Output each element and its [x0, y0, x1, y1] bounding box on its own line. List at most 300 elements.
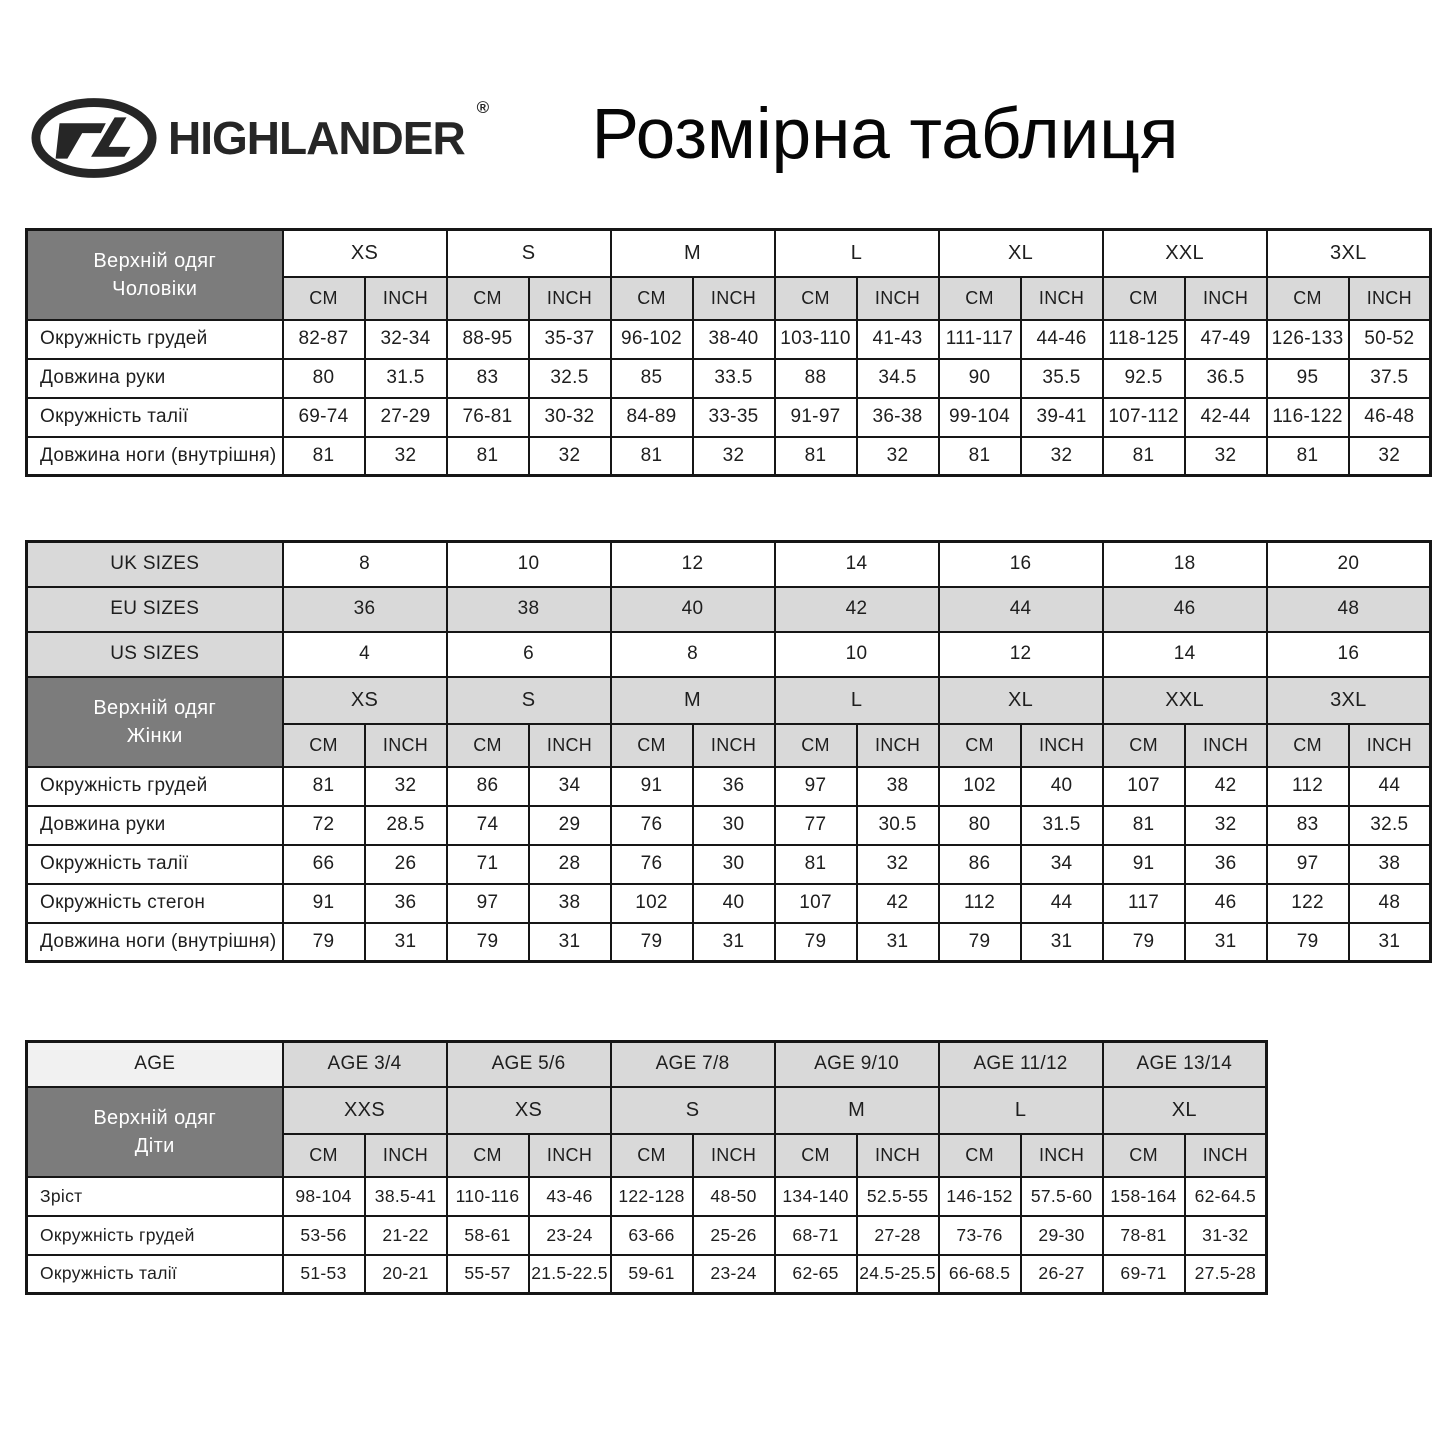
value-cell-cm: 107	[775, 884, 857, 923]
unit-header-cell: CM	[283, 1134, 365, 1177]
value-cell-cm: 76	[611, 806, 693, 845]
sizes-value-cell: 12	[939, 632, 1103, 677]
unit-header-cell: CM	[447, 1134, 529, 1177]
value-cell-inch: 62-64.5	[1185, 1177, 1267, 1216]
value-cell-inch: 32	[365, 437, 447, 476]
sizes-value-cell: 6	[447, 632, 611, 677]
value-cell-inch: 21.5-22.5	[529, 1255, 611, 1294]
value-cell-cm: 59-61	[611, 1255, 693, 1294]
age-value-cell: AGE 7/8	[611, 1042, 775, 1087]
size-header-cell: L	[775, 230, 939, 277]
value-cell-cm: 134-140	[775, 1177, 857, 1216]
value-cell-inch: 40	[1021, 767, 1103, 806]
size-header-cell: L	[939, 1087, 1103, 1134]
measurement-label-cell: Довжина ноги (внутрішня)	[27, 923, 283, 962]
measurement-label-cell: Довжина руки	[27, 806, 283, 845]
size-header-cell: M	[611, 230, 775, 277]
unit-header-cell: CM	[611, 277, 693, 320]
size-header-cell: XL	[939, 230, 1103, 277]
measurement-row	[27, 437, 1431, 476]
sizes-value-cell: 44	[939, 587, 1103, 632]
measurement-row	[27, 806, 1431, 845]
unit-header-cell: INCH	[857, 724, 939, 767]
table-title-cell	[27, 1087, 283, 1177]
value-cell-cm: 91	[1103, 845, 1185, 884]
highlander-logo	[30, 96, 489, 180]
unit-header-cell: INCH	[693, 277, 775, 320]
measurement-label-cell: Довжина руки	[27, 359, 283, 398]
unit-header-cell: INCH	[1021, 724, 1103, 767]
value-cell-cm: 98-104	[283, 1177, 365, 1216]
size-header-cell: XXL	[1103, 677, 1267, 724]
table-title-line: Діти	[134, 1134, 175, 1157]
size-header-cell: M	[611, 677, 775, 724]
size-header-row	[27, 677, 1431, 724]
registered-trademark-mark: ®	[476, 98, 490, 117]
value-cell-inch: 36	[365, 884, 447, 923]
measurement-label-cell: Окружність стегон	[27, 884, 283, 923]
value-cell-inch: 32	[857, 845, 939, 884]
age-row	[27, 1042, 1267, 1087]
value-cell-inch: 36-38	[857, 398, 939, 437]
measurement-row	[27, 1216, 1267, 1255]
value-cell-cm: 122	[1267, 884, 1349, 923]
unit-header-cell: CM	[1267, 277, 1349, 320]
value-cell-cm: 72	[283, 806, 365, 845]
measurement-label-cell: Окружність талії	[27, 845, 283, 884]
value-cell-cm: 79	[283, 923, 365, 962]
value-cell-inch: 32-34	[365, 320, 447, 359]
men-size-table	[25, 228, 1432, 477]
value-cell-inch: 33.5	[693, 359, 775, 398]
value-cell-cm: 90	[939, 359, 1021, 398]
table-title-line: Верхній одяг	[93, 249, 217, 272]
value-cell-inch: 32.5	[1349, 806, 1431, 845]
page-title: Розмірна таблиця	[591, 95, 1179, 174]
value-cell-inch: 30	[693, 806, 775, 845]
value-cell-inch: 32	[857, 437, 939, 476]
age-value-cell: AGE 13/14	[1103, 1042, 1267, 1087]
value-cell-cm: 76	[611, 845, 693, 884]
table-title-line: Верхній одяг	[93, 1106, 217, 1129]
size-header-cell: XS	[283, 230, 447, 277]
unit-header-cell: INCH	[1349, 277, 1431, 320]
value-cell-cm: 79	[611, 923, 693, 962]
value-cell-inch: 42	[857, 884, 939, 923]
age-value-cell: AGE 9/10	[775, 1042, 939, 1087]
value-cell-inch: 29-30	[1021, 1216, 1103, 1255]
value-cell-cm: 79	[447, 923, 529, 962]
value-cell-cm: 79	[1267, 923, 1349, 962]
sizes-row	[27, 632, 1431, 677]
unit-header-cell: CM	[447, 724, 529, 767]
value-cell-inch: 21-22	[365, 1216, 447, 1255]
measurement-row	[27, 1177, 1267, 1216]
unit-header-cell: CM	[1103, 277, 1185, 320]
value-cell-inch: 28	[529, 845, 611, 884]
value-cell-cm: 91	[283, 884, 365, 923]
value-cell-cm: 118-125	[1103, 320, 1185, 359]
sizes-value-cell: 20	[1267, 542, 1431, 587]
value-cell-inch: 57.5-60	[1021, 1177, 1103, 1216]
value-cell-cm: 99-104	[939, 398, 1021, 437]
value-cell-cm: 81	[775, 437, 857, 476]
size-header-cell: 3XL	[1267, 677, 1431, 724]
measurement-row	[27, 767, 1431, 806]
unit-header-cell: CM	[1103, 1134, 1185, 1177]
unit-header-cell: INCH	[693, 1134, 775, 1177]
size-header-cell: XS	[283, 677, 447, 724]
value-cell-inch: 38.5-41	[365, 1177, 447, 1216]
value-cell-inch: 48-50	[693, 1177, 775, 1216]
value-cell-inch: 27-28	[857, 1216, 939, 1255]
sizes-value-cell: 14	[1103, 632, 1267, 677]
value-cell-inch: 38	[1349, 845, 1431, 884]
value-cell-cm: 66	[283, 845, 365, 884]
size-header-row	[27, 230, 1431, 277]
unit-header-cell: CM	[611, 724, 693, 767]
value-cell-cm: 81	[1267, 437, 1349, 476]
sizes-value-cell: 14	[775, 542, 939, 587]
sizes-value-cell: 16	[939, 542, 1103, 587]
value-cell-cm: 82-87	[283, 320, 365, 359]
value-cell-inch: 32	[529, 437, 611, 476]
sizes-value-cell: 10	[775, 632, 939, 677]
value-cell-cm: 110-116	[447, 1177, 529, 1216]
value-cell-inch: 29	[529, 806, 611, 845]
value-cell-inch: 52.5-55	[857, 1177, 939, 1216]
value-cell-cm: 79	[939, 923, 1021, 962]
value-cell-cm: 122-128	[611, 1177, 693, 1216]
value-cell-inch: 35.5	[1021, 359, 1103, 398]
value-cell-inch: 36	[1185, 845, 1267, 884]
sizes-row-label: EU SIZES	[27, 587, 283, 632]
value-cell-inch: 32	[1185, 806, 1267, 845]
value-cell-cm: 81	[1103, 437, 1185, 476]
measurement-label-cell: Окружність талії	[27, 1255, 283, 1294]
value-cell-cm: 107	[1103, 767, 1185, 806]
value-cell-inch: 25-26	[693, 1216, 775, 1255]
value-cell-cm: 73-76	[939, 1216, 1021, 1255]
value-cell-cm: 79	[1103, 923, 1185, 962]
size-header-cell: S	[611, 1087, 775, 1134]
sizes-row-label: UK SIZES	[27, 542, 283, 587]
value-cell-inch: 46-48	[1349, 398, 1431, 437]
value-cell-cm: 86	[939, 845, 1021, 884]
unit-header-cell: INCH	[857, 277, 939, 320]
measurement-row	[27, 359, 1431, 398]
value-cell-inch: 32	[693, 437, 775, 476]
value-cell-cm: 63-66	[611, 1216, 693, 1255]
value-cell-cm: 95	[1267, 359, 1349, 398]
unit-header-cell: CM	[939, 1134, 1021, 1177]
value-cell-inch: 40	[693, 884, 775, 923]
women-size-table	[25, 540, 1432, 963]
value-cell-inch: 46	[1185, 884, 1267, 923]
unit-header-cell: CM	[1103, 724, 1185, 767]
value-cell-inch: 23-24	[693, 1255, 775, 1294]
value-cell-inch: 44-46	[1021, 320, 1103, 359]
value-cell-inch: 44	[1349, 767, 1431, 806]
value-cell-inch: 34	[1021, 845, 1103, 884]
unit-header-cell: CM	[447, 277, 529, 320]
size-header-cell: XL	[1103, 1087, 1267, 1134]
measurement-row	[27, 320, 1431, 359]
size-header-cell: L	[775, 677, 939, 724]
unit-header-cell: INCH	[1185, 724, 1267, 767]
value-cell-inch: 33-35	[693, 398, 775, 437]
measurement-label-cell: Окружність грудей	[27, 767, 283, 806]
value-cell-cm: 85	[611, 359, 693, 398]
size-header-row	[27, 1087, 1267, 1134]
value-cell-inch: 37.5	[1349, 359, 1431, 398]
value-cell-cm: 80	[939, 806, 1021, 845]
value-cell-inch: 38-40	[693, 320, 775, 359]
highlander-emblem-icon	[30, 96, 158, 180]
sizes-value-cell: 16	[1267, 632, 1431, 677]
value-cell-inch: 41-43	[857, 320, 939, 359]
measurement-label-cell: Окружність грудей	[27, 1216, 283, 1255]
table-title-cell	[27, 677, 283, 767]
value-cell-inch: 32	[365, 767, 447, 806]
value-cell-inch: 31	[857, 923, 939, 962]
value-cell-cm: 68-71	[775, 1216, 857, 1255]
sizes-value-cell: 42	[775, 587, 939, 632]
size-header-cell: 3XL	[1267, 230, 1431, 277]
value-cell-cm: 116-122	[1267, 398, 1349, 437]
unit-header-cell: INCH	[365, 1134, 447, 1177]
measurement-row	[27, 1255, 1267, 1294]
value-cell-inch: 32.5	[529, 359, 611, 398]
value-cell-cm: 97	[775, 767, 857, 806]
value-cell-cm: 117	[1103, 884, 1185, 923]
value-cell-cm: 88-95	[447, 320, 529, 359]
size-header-cell: XS	[447, 1087, 611, 1134]
value-cell-cm: 77	[775, 806, 857, 845]
value-cell-inch: 31	[1021, 923, 1103, 962]
sizes-value-cell: 38	[447, 587, 611, 632]
size-header-cell: XXL	[1103, 230, 1267, 277]
value-cell-cm: 74	[447, 806, 529, 845]
value-cell-inch: 31	[365, 923, 447, 962]
unit-header-cell: CM	[611, 1134, 693, 1177]
measurement-row	[27, 398, 1431, 437]
unit-header-cell: INCH	[529, 1134, 611, 1177]
value-cell-inch: 36.5	[1185, 359, 1267, 398]
value-cell-inch: 32	[1349, 437, 1431, 476]
value-cell-cm: 83	[1267, 806, 1349, 845]
value-cell-inch: 32	[1021, 437, 1103, 476]
unit-header-cell: INCH	[529, 724, 611, 767]
age-value-cell: AGE 3/4	[283, 1042, 447, 1087]
unit-header-cell: CM	[775, 724, 857, 767]
value-cell-cm: 146-152	[939, 1177, 1021, 1216]
measurement-label-cell: Окружність талії	[27, 398, 283, 437]
measurement-row	[27, 884, 1431, 923]
value-cell-cm: 92.5	[1103, 359, 1185, 398]
value-cell-inch: 31	[1349, 923, 1431, 962]
value-cell-inch: 30	[693, 845, 775, 884]
sizes-row-label: US SIZES	[27, 632, 283, 677]
value-cell-inch: 31.5	[365, 359, 447, 398]
value-cell-inch: 31-32	[1185, 1216, 1267, 1255]
value-cell-cm: 69-74	[283, 398, 365, 437]
value-cell-inch: 38	[529, 884, 611, 923]
age-value-cell: AGE 5/6	[447, 1042, 611, 1087]
sizes-row	[27, 587, 1431, 632]
value-cell-inch: 35-37	[529, 320, 611, 359]
kids-size-table	[25, 1040, 1268, 1295]
unit-header-cell: INCH	[1185, 1134, 1267, 1177]
value-cell-cm: 91	[611, 767, 693, 806]
sizes-row	[27, 542, 1431, 587]
sizes-value-cell: 8	[283, 542, 447, 587]
value-cell-cm: 83	[447, 359, 529, 398]
unit-header-cell: CM	[283, 277, 365, 320]
measurement-label-cell: Зріст	[27, 1177, 283, 1216]
value-cell-inch: 27.5-28	[1185, 1255, 1267, 1294]
unit-header-cell: CM	[283, 724, 365, 767]
measurement-row	[27, 845, 1431, 884]
unit-header-cell: CM	[775, 1134, 857, 1177]
size-header-cell: S	[447, 677, 611, 724]
value-cell-cm: 81	[939, 437, 1021, 476]
unit-header-cell: CM	[775, 277, 857, 320]
value-cell-inch: 23-24	[529, 1216, 611, 1255]
value-cell-cm: 107-112	[1103, 398, 1185, 437]
sizes-value-cell: 8	[611, 632, 775, 677]
sizes-value-cell: 46	[1103, 587, 1267, 632]
unit-header-cell: INCH	[857, 1134, 939, 1177]
value-cell-cm: 58-61	[447, 1216, 529, 1255]
value-cell-inch: 31	[1185, 923, 1267, 962]
value-cell-inch: 48	[1349, 884, 1431, 923]
sizes-value-cell: 12	[611, 542, 775, 587]
unit-header-cell: CM	[939, 724, 1021, 767]
value-cell-inch: 34	[529, 767, 611, 806]
value-cell-inch: 31.5	[1021, 806, 1103, 845]
value-cell-cm: 51-53	[283, 1255, 365, 1294]
value-cell-cm: 102	[611, 884, 693, 923]
measurement-label-cell: Довжина ноги (внутрішня)	[27, 437, 283, 476]
value-cell-inch: 31	[693, 923, 775, 962]
sizes-value-cell: 36	[283, 587, 447, 632]
value-cell-cm: 81	[283, 437, 365, 476]
unit-header-cell: INCH	[529, 277, 611, 320]
value-cell-cm: 112	[1267, 767, 1349, 806]
measurement-label-cell: Окружність грудей	[27, 320, 283, 359]
value-cell-cm: 103-110	[775, 320, 857, 359]
value-cell-cm: 62-65	[775, 1255, 857, 1294]
age-value-cell: AGE 11/12	[939, 1042, 1103, 1087]
value-cell-inch: 26	[365, 845, 447, 884]
size-header-cell: M	[775, 1087, 939, 1134]
unit-header-cell: CM	[1267, 724, 1349, 767]
brand-wordmark: HIGHLANDER	[168, 112, 465, 164]
value-cell-inch: 28.5	[365, 806, 447, 845]
size-header-cell: XL	[939, 677, 1103, 724]
value-cell-cm: 79	[775, 923, 857, 962]
value-cell-inch: 36	[693, 767, 775, 806]
value-cell-inch: 50-52	[1349, 320, 1431, 359]
unit-header-cell: INCH	[1185, 277, 1267, 320]
sizes-value-cell: 18	[1103, 542, 1267, 587]
value-cell-cm: 97	[447, 884, 529, 923]
value-cell-cm: 96-102	[611, 320, 693, 359]
value-cell-cm: 91-97	[775, 398, 857, 437]
value-cell-cm: 81	[447, 437, 529, 476]
value-cell-inch: 42	[1185, 767, 1267, 806]
table-title-line: Жінки	[126, 724, 183, 747]
unit-header-cell: INCH	[1021, 277, 1103, 320]
value-cell-cm: 81	[775, 845, 857, 884]
value-cell-inch: 30.5	[857, 806, 939, 845]
value-cell-cm: 55-57	[447, 1255, 529, 1294]
age-row-label: AGE	[27, 1042, 283, 1087]
value-cell-inch: 34.5	[857, 359, 939, 398]
value-cell-inch: 24.5-25.5	[857, 1255, 939, 1294]
sizes-value-cell: 10	[447, 542, 611, 587]
value-cell-cm: 86	[447, 767, 529, 806]
value-cell-cm: 97	[1267, 845, 1349, 884]
value-cell-inch: 42-44	[1185, 398, 1267, 437]
size-header-cell: S	[447, 230, 611, 277]
value-cell-inch: 27-29	[365, 398, 447, 437]
value-cell-cm: 69-71	[1103, 1255, 1185, 1294]
value-cell-inch: 47-49	[1185, 320, 1267, 359]
value-cell-inch: 32	[1185, 437, 1267, 476]
value-cell-inch: 39-41	[1021, 398, 1103, 437]
value-cell-inch: 26-27	[1021, 1255, 1103, 1294]
value-cell-cm: 76-81	[447, 398, 529, 437]
value-cell-cm: 88	[775, 359, 857, 398]
value-cell-inch: 43-46	[529, 1177, 611, 1216]
value-cell-cm: 126-133	[1267, 320, 1349, 359]
value-cell-cm: 71	[447, 845, 529, 884]
value-cell-cm: 102	[939, 767, 1021, 806]
value-cell-cm: 111-117	[939, 320, 1021, 359]
value-cell-cm: 53-56	[283, 1216, 365, 1255]
unit-header-cell: INCH	[1349, 724, 1431, 767]
value-cell-inch: 38	[857, 767, 939, 806]
value-cell-cm: 81	[1103, 806, 1185, 845]
value-cell-inch: 44	[1021, 884, 1103, 923]
unit-header-cell: CM	[939, 277, 1021, 320]
value-cell-inch: 20-21	[365, 1255, 447, 1294]
table-title-cell	[27, 230, 283, 320]
measurement-row	[27, 923, 1431, 962]
sizes-value-cell: 40	[611, 587, 775, 632]
unit-header-cell: INCH	[693, 724, 775, 767]
value-cell-cm: 66-68.5	[939, 1255, 1021, 1294]
size-header-cell: XXS	[283, 1087, 447, 1134]
value-cell-cm: 81	[283, 767, 365, 806]
table-title-line: Верхній одяг	[93, 696, 217, 719]
value-cell-cm: 158-164	[1103, 1177, 1185, 1216]
unit-header-cell: INCH	[365, 277, 447, 320]
value-cell-cm: 78-81	[1103, 1216, 1185, 1255]
value-cell-inch: 31	[529, 923, 611, 962]
value-cell-cm: 84-89	[611, 398, 693, 437]
value-cell-cm: 81	[611, 437, 693, 476]
value-cell-cm: 112	[939, 884, 1021, 923]
value-cell-inch: 30-32	[529, 398, 611, 437]
unit-header-cell: INCH	[1021, 1134, 1103, 1177]
value-cell-cm: 80	[283, 359, 365, 398]
table-title-line: Чоловіки	[112, 277, 198, 300]
sizes-value-cell: 48	[1267, 587, 1431, 632]
sizes-value-cell: 4	[283, 632, 447, 677]
